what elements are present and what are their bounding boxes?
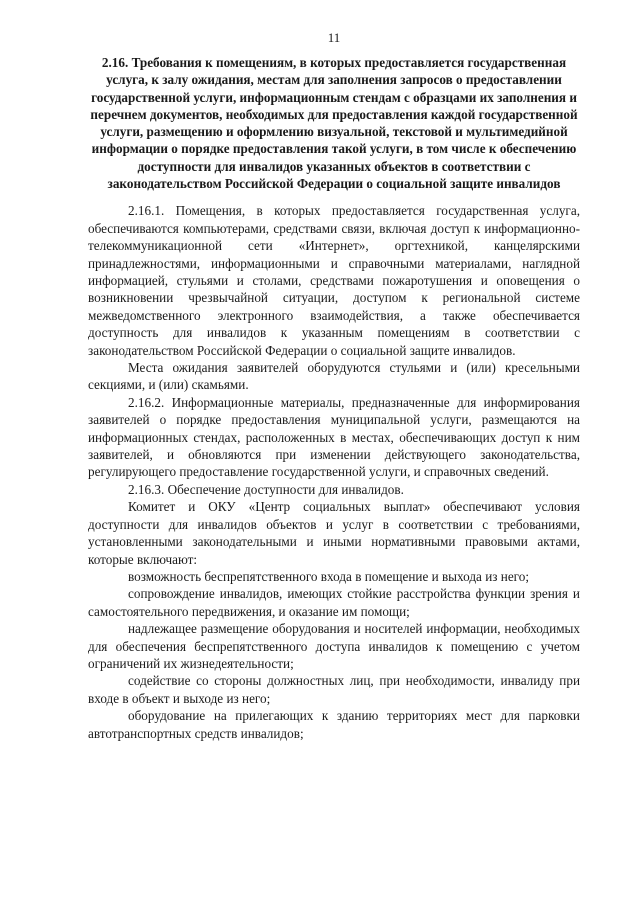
- page-number: 11: [327, 30, 341, 45]
- list-item-equipment-placement: надлежащее размещение оборудования и носителей информации, необходимых для обеспечения беспрепятственного доступа инвалидов к помещению с учетом ограничений их жизнедеятельности;: [88, 621, 580, 671]
- paragraph-2-16-1: 2.16.1. Помещения, в которых предоставляется государственная услуга, обеспечиваются компьютерами, средствами связи, включая доступ к информационно-телекоммуникационной сети «Интернет», оргтехникой, канцелярскими принадлежностями, информационными и справочными материалами, наглядной информацией, стульями и столами, средствами пожаротушения и оповещения о возникновении чрезвычайной ситуации, доступом к региональной системе межведомственного электронного взаимодействия, а также обеспечивается доступность для инвалидов к указанным помещениям в соответствии с законодательством Российской Федерации о социальной защите инвалидов.: [88, 203, 580, 358]
- section-heading: 2.16. Требования к помещениям, в которых предоставляется государственная услуга, к залу ожидания, местам для заполнения запросов о предоставлении государственной услуги, информационным стендам с образцами их заполнения и перечнем документов, необходимых для предоставления каждой государственной услуги, размещению и оформлению визуальной, текстовой и мультимедийной информации о порядке предоставления такой услуги, в том числе к обеспечению доступности для инвалидов указанных объектов в соответствии с законодательством Российской Федерации о социальной защите инвалидов: [90, 55, 578, 192]
- paragraph-accessibility-conditions: Комитет и ОКУ «Центр социальных выплат» обеспечивают условия доступности для инвалидов объектов и услуг в соответствии с требованиями, установленными законодательными и иными нормативными правовыми актами, которые включают:: [88, 499, 580, 567]
- paragraph-2-16-3: 2.16.3. Обеспечение доступности для инвалидов.: [128, 481, 404, 497]
- document-page: [88, 30, 580, 742]
- paragraph-2-16-2: 2.16.2. Информационные материалы, предназначенные для информирования заявителей о порядке предоставления муниципальной услуги, размещаются на информационных стендах, расположенных в местах, обеспечивающих доступ к ним заявителей, и обновляются при изменении действующего законодательства, регулирующего предоставление государственной услуги, и справочных сведений.: [88, 394, 580, 480]
- list-item-parking: оборудование на прилегающих к зданию территориях мест для парковки автотранспортных средств инвалидов;: [88, 708, 580, 741]
- list-item-official-assistance: содействие со стороны должностных лиц, при необходимости, инвалиду при входе в объект и выходе из него;: [88, 673, 580, 706]
- paragraph-waiting-places: Места ожидания заявителей оборудуются стульями и (или) кресельными секциями, и (или) скамьями.: [88, 360, 580, 393]
- document-body: [88, 202, 580, 742]
- list-item-entry-exit: возможность беспрепятственного входа в помещение и выхода из него;: [128, 568, 530, 584]
- list-item-escort: сопровождение инвалидов, имеющих стойкие расстройства функции зрения и самостоятельного передвижения, и оказание им помощи;: [88, 586, 580, 619]
